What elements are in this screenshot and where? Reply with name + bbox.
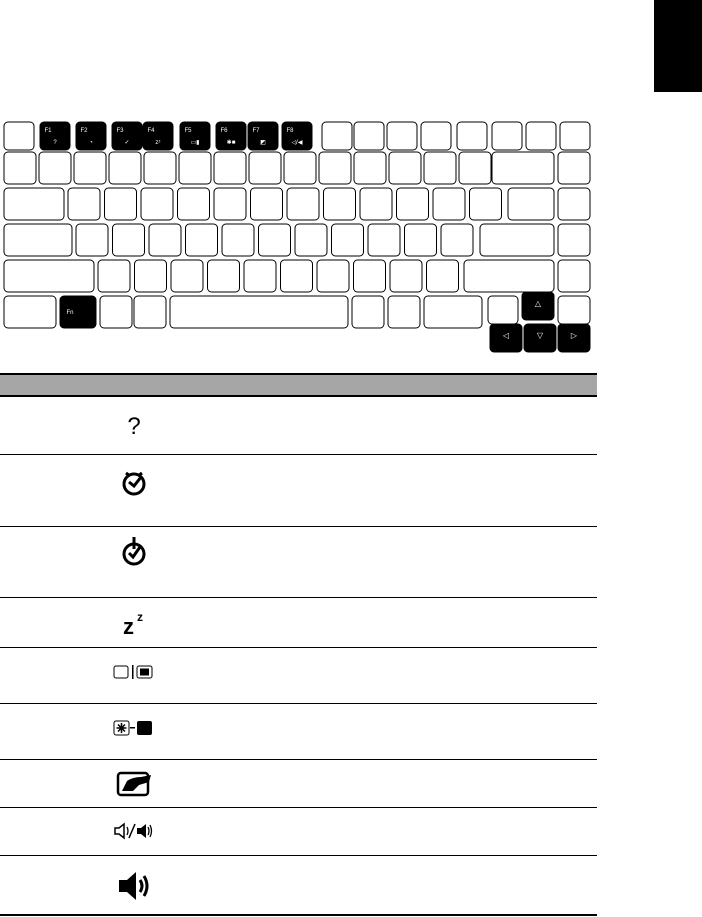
key: [354, 122, 384, 150]
chapter-tab: [654, 0, 702, 92]
system-property-icon: ◔: [89, 140, 93, 146]
key: [424, 152, 456, 184]
table-row: [0, 760, 597, 808]
key: [427, 260, 459, 292]
key: [287, 188, 319, 220]
key: [421, 122, 451, 150]
sleep-icon: [110, 608, 158, 636]
key: [441, 224, 473, 256]
key: [526, 122, 556, 150]
key: [39, 152, 71, 184]
key: [109, 152, 141, 184]
key: [354, 260, 386, 292]
function-key-label: F6: [220, 128, 228, 134]
volume-down-icon: ▽: [536, 331, 544, 340]
svg-text:z: z: [123, 614, 134, 636]
table-row: [0, 856, 597, 916]
key: [171, 260, 203, 292]
key: [259, 224, 291, 256]
function-key-label: F4: [147, 128, 155, 134]
speaker-toggle-icon: [110, 822, 158, 840]
key: [354, 152, 386, 184]
table-row: [0, 527, 597, 598]
key: [492, 122, 522, 150]
key: [244, 260, 276, 292]
key: [360, 188, 392, 220]
esc-key: [4, 122, 34, 150]
key: [281, 260, 313, 292]
key: [251, 188, 283, 220]
key: [322, 122, 352, 150]
key: [186, 224, 218, 256]
key: [508, 188, 554, 220]
function-key-label: F3: [116, 128, 124, 134]
left-shift-key: [4, 260, 94, 292]
key: [470, 188, 502, 220]
key: [488, 296, 518, 324]
key: [324, 188, 356, 220]
ctrl-key: [4, 296, 56, 328]
key: [558, 296, 590, 324]
key: [208, 260, 240, 292]
key: [74, 152, 106, 184]
table-row: [0, 808, 597, 856]
key: [424, 296, 482, 328]
table-row: [0, 704, 597, 760]
function-key-label: F1: [44, 128, 52, 134]
table-row: [0, 455, 597, 527]
key: [558, 188, 590, 220]
key: [249, 152, 281, 184]
brightness-down-icon: ◁: [502, 331, 510, 340]
key: [100, 296, 132, 328]
function-key-label: F5: [184, 128, 192, 134]
caps-lock-key: [4, 224, 72, 256]
key: [390, 260, 422, 292]
function-key-label: F2: [80, 128, 88, 134]
function-key-label: F8: [286, 128, 294, 134]
backspace-key: [492, 152, 554, 184]
display-toggle-icon: ▭▮: [190, 140, 200, 146]
volume-up-icon: △: [534, 299, 542, 308]
key: [178, 188, 210, 220]
key: [141, 188, 173, 220]
table-header: [0, 373, 597, 397]
brightness-up-icon: ▷: [570, 331, 578, 340]
power-scheme-icon: [110, 535, 158, 567]
key: [284, 152, 316, 184]
key: [105, 188, 137, 220]
key: [368, 224, 400, 256]
key: [457, 122, 487, 150]
key: [459, 152, 491, 184]
help-icon: ?: [53, 140, 57, 146]
key: [389, 152, 421, 184]
key: [558, 260, 590, 292]
key: [405, 224, 437, 256]
key: [149, 224, 181, 256]
key: [98, 260, 130, 292]
key: [352, 296, 384, 328]
speaker-toggle-icon: ◁/◀: [291, 140, 303, 146]
screen-blank-icon: ✱■: [226, 140, 236, 146]
key: [332, 224, 364, 256]
key: [560, 122, 590, 150]
fn-key-label: Fn: [66, 310, 74, 316]
key: [179, 152, 211, 184]
key: [222, 224, 254, 256]
screen-blank-icon: [110, 720, 158, 736]
key: [144, 152, 176, 184]
hotkey-table: [0, 373, 597, 916]
system-property-icon: [110, 469, 158, 497]
key: [558, 152, 590, 184]
display-toggle-icon: [110, 664, 158, 680]
key: [433, 188, 465, 220]
key: [388, 296, 420, 328]
keyboard-diagram: [0, 116, 600, 356]
key: [134, 296, 166, 328]
space-key: [170, 296, 348, 328]
key: [397, 188, 429, 220]
touchpad-toggle-icon: ◩: [260, 140, 266, 146]
table-row: [0, 397, 597, 455]
svg-text:?: ?: [127, 413, 141, 437]
fn-key: [60, 296, 96, 328]
right-shift-key: [464, 260, 554, 292]
key: [295, 224, 327, 256]
key: [68, 188, 100, 220]
touchpad-toggle-icon: [110, 769, 158, 797]
sleep-icon: zᶻ: [155, 140, 161, 146]
key: [319, 152, 351, 184]
svg-text:z: z: [137, 610, 143, 624]
key: [214, 188, 246, 220]
key: [76, 224, 108, 256]
help-icon: [110, 413, 158, 437]
key: [558, 224, 590, 256]
key: [387, 122, 417, 150]
function-key-label: F7: [252, 128, 260, 134]
key: [135, 260, 167, 292]
key: [113, 224, 145, 256]
enter-key: [480, 224, 554, 256]
table-row: [0, 648, 597, 704]
key: [4, 152, 36, 184]
key: [214, 152, 246, 184]
key: [317, 260, 349, 292]
power-scheme-icon: ✓: [124, 140, 130, 146]
table-row: [0, 598, 597, 648]
speaker-icon: [110, 870, 158, 902]
tab-key: [4, 188, 64, 220]
